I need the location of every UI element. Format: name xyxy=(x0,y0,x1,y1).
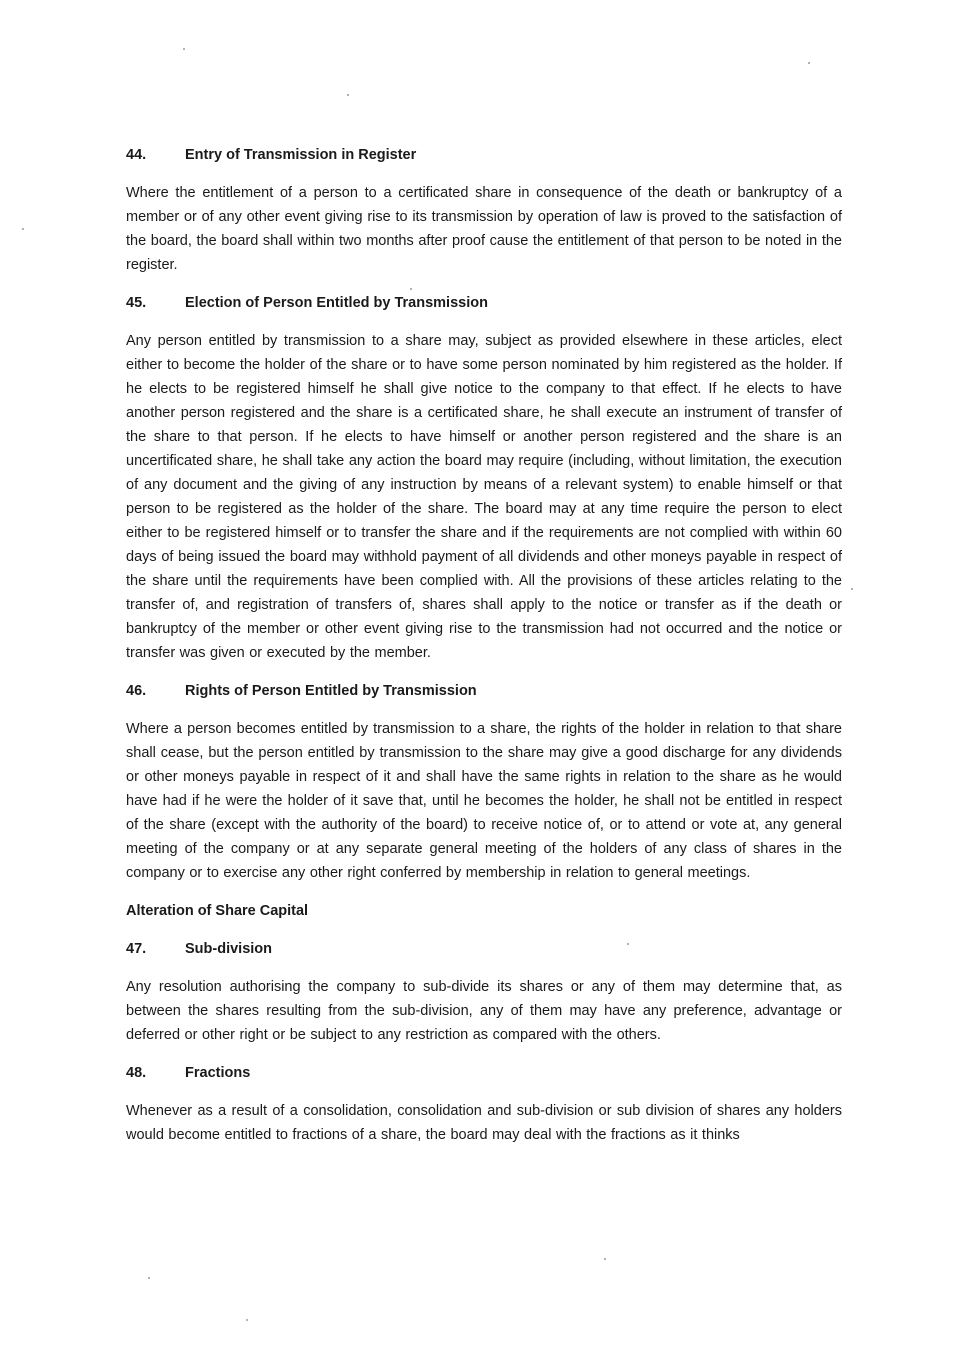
scan-speck xyxy=(183,48,185,50)
scan-speck xyxy=(347,94,349,96)
section-heading-48 xyxy=(126,1061,842,1085)
section-body-45: Any person entitled by transmission to a share may, subject as provided elsewhere in these articles, elect either to become the holder of the share or to have some person nominated by him registered as the holder. If he elects to be registered himself he shall give notice to the company to that effect. If he elects to have another person registered and the share is a certificated share, he shall execute an instrument of transfer of the share to that person. If he elects to have himself or another person registered and the share is an uncertificated share, he shall take any action the board may require (including, without limitation, the execution of any document and the giving of any instruction by means of a relevant system) to enable himself or that person to be registered as the holder of the share. The board may at any time require the person to elect either to be registered himself or to transfer the share and if the requirements are not complied with within 60 days of being issued the board may withhold payment of all dividends and other moneys payable in respect of the share until the requirements have been complied with. All the provisions of these articles relating to the transfer of, and registration of transfers of, shares shall apply to the notice or transfer as if the death or bankruptcy of the member or other event giving rise to the transmission had not occurred and the notice or transfer was given or executed by the member. xyxy=(126,333,842,661)
scan-speck xyxy=(604,1258,606,1260)
section-title: Entry of Transmission in Register xyxy=(185,147,417,163)
section-body-47: Any resolution authorising the company to sub-divide its shares or any of them may determine that, as between the shares resulting from the sub-division, any of them may have any preference, advantage or deferred or other right or be subject to any restriction as compared with the others. xyxy=(126,979,842,1043)
section-heading-47 xyxy=(126,937,842,961)
section-heading-46 xyxy=(126,679,842,703)
scan-speck xyxy=(148,1277,150,1279)
section-title: Fractions xyxy=(185,1065,251,1081)
section-number: 44. xyxy=(126,147,147,163)
section-number: 45. xyxy=(126,295,147,311)
section-body-44: Where the entitlement of a person to a certificated share in consequence of the death or bankruptcy of a member or of any other event giving rise to its transmission by operation of law is proved to the satisfaction of the board, the board shall within two months after proof cause the entitlement of that person to be noted in the register. xyxy=(126,185,842,273)
document-content xyxy=(126,143,842,1161)
section-title: Election of Person Entitled by Transmission xyxy=(185,295,488,311)
section-heading-44 xyxy=(126,143,842,167)
scan-speck xyxy=(851,588,853,590)
scan-speck xyxy=(627,943,629,945)
scan-speck xyxy=(22,228,24,230)
section-title: Rights of Person Entitled by Transmission xyxy=(185,683,477,699)
section-number: 46. xyxy=(126,683,147,699)
section-title: Sub-division xyxy=(185,941,272,957)
section-heading-45 xyxy=(126,291,842,315)
section-body-48: Whenever as a result of a consolidation, consolidation and sub-division or sub division of shares any holders would become entitled to fractions of a share, the board may deal with the fractions as it thinks xyxy=(126,1103,842,1143)
section-number: 47. xyxy=(126,941,147,957)
scan-speck xyxy=(808,62,810,64)
scan-speck xyxy=(246,1319,248,1321)
section-body-46: Where a person becomes entitled by transmission to a share, the rights of the holder in relation to that share shall cease, but the person entitled by transmission to the share may give a good discharge for any dividends or other moneys payable in respect of it and shall have the same rights in relation to the share as he would have had if he were the holder of it save that, until he becomes the holder, he shall not be entitled in respect of the share (except with the authority of the board) to receive notice of, or to attend or vote at, any general meeting of the company or at any separate general meeting of the holders of any class of shares in the company or to exercise any other right conferred by membership in relation to general meetings. xyxy=(126,721,842,881)
section-number: 48. xyxy=(126,1065,147,1081)
scan-speck xyxy=(410,288,412,290)
group-heading-alteration-of-share-capital: Alteration of Share Capital xyxy=(126,903,309,919)
